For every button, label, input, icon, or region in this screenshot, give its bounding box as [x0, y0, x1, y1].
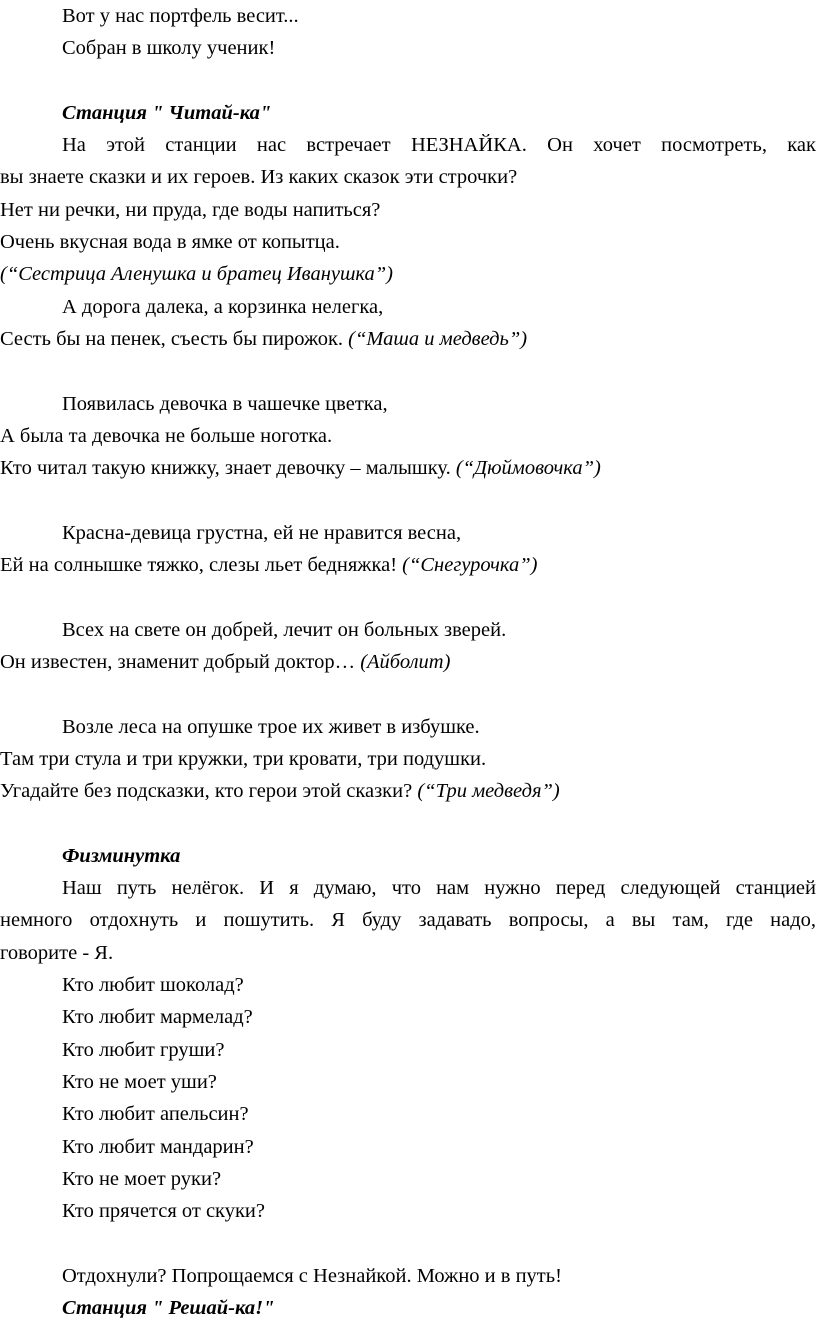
question-line: Кто любит шоколад? [62, 974, 244, 996]
question-line: Кто прячется от скуки? [62, 1200, 265, 1222]
paragraph-line: говорите - Я. [0, 942, 114, 964]
riddle-line: А была та девочка не больше ноготка. [0, 425, 333, 447]
station-heading: Станция " Читай-ка" [62, 102, 272, 124]
riddle-answer: (Айболит) [360, 651, 451, 673]
station-heading: Станция " Решай-ка!" [62, 1297, 275, 1319]
riddle-line: Там три стула и три кружки, три кровати, три подушки. [0, 748, 487, 770]
paragraph-line: Отдохнули? Попрощаемся с Незнайкой. Можно и в путь! [62, 1265, 562, 1287]
question-line: Кто любит мандарин? [62, 1136, 254, 1158]
question-line: Кто любит апельсин? [62, 1103, 249, 1125]
paragraph-line: Наш путь нелёгок. И я думаю, что нам нужно перед следующей станцией [62, 877, 816, 899]
riddle-answer: (“Снегурочка”) [402, 554, 538, 576]
riddle-line: Появилась девочка в чашечке цветка, [62, 393, 388, 415]
riddle-line: Кто читал такую книжку, знает девочку – малышку. (“Дюймовочка”) [0, 457, 601, 479]
riddle-answer: (“Дюймовочка”) [455, 457, 601, 479]
question-line: Кто не моет руки? [62, 1168, 222, 1190]
riddle-line: Всех на свете он добрей, лечит он больных зверей. [62, 619, 507, 641]
question-line: Кто не моет уши? [62, 1071, 217, 1093]
paragraph-line: На этой станции нас встречает НЕЗНАЙКА. Он хочет посмотреть, как [62, 134, 816, 156]
riddle-answer: (“Три медведя”) [417, 780, 560, 802]
riddle-line: Красна-девица грустна, ей не нравится весна, [62, 522, 462, 544]
riddle-line: Он известен, знаменит добрый доктор… (Айболит) [0, 651, 451, 673]
question-line: Кто любит груши? [62, 1039, 225, 1061]
riddle-line: Очень вкусная вода в ямке от копытца. [0, 231, 340, 253]
section-heading: Физминутка [62, 845, 181, 867]
question-line: Кто любит мармелад? [62, 1006, 253, 1028]
paragraph-line: немного отдохнуть и пошутить. Я буду задавать вопросы, а вы там, где надо, [0, 909, 816, 931]
poem-line: Вот у нас портфель весит... [62, 5, 299, 27]
riddle-answer: (“Маша и медведь”) [348, 328, 528, 350]
riddle-line: Сесть бы на пенек, съесть бы пирожок. (“Маша и медведь”) [0, 328, 528, 350]
paragraph-line: вы знаете сказки и их героев. Из каких сказок эти строчки? [0, 166, 518, 188]
riddle-answer: (“Сестрица Аленушка и братец Иванушка”) [0, 263, 393, 285]
riddle-line: А дорога далека, а корзинка нелегка, [62, 296, 384, 318]
poem-line: Собран в школу ученик! [62, 37, 276, 59]
riddle-line: Нет ни речки, ни пруда, где воды напиться? [0, 199, 381, 221]
riddle-line: Ей на солнышке тяжко, слезы льет бедняжка! (“Снегурочка”) [0, 554, 538, 576]
riddle-line: Возле леса на опушке трое их живет в избушке. [62, 716, 480, 738]
riddle-line: Угадайте без подсказки, кто герои этой сказки? (“Три медведя”) [0, 780, 560, 802]
